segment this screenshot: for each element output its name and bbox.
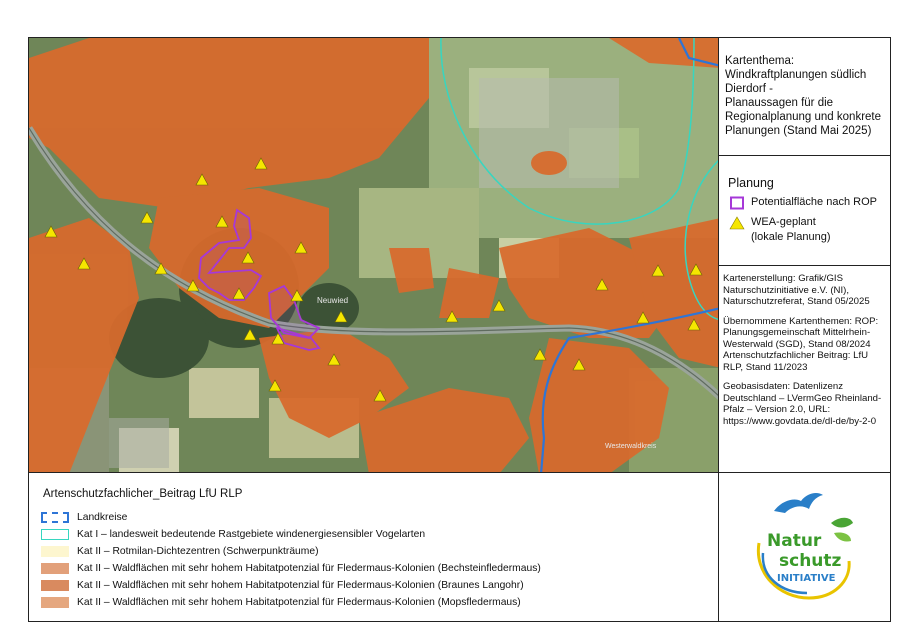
map-theme-panel	[718, 37, 891, 156]
wea-label: WEA-geplant	[751, 216, 816, 228]
legend-label: Kat II – Waldflächen mit sehr hohem Habitatpotenzial für Fledermaus-Kolonien (Braunes Langohr)	[77, 579, 524, 591]
logo-panel	[718, 472, 891, 622]
legend-row-kat1	[41, 527, 425, 541]
logo-line-natur: Natur	[767, 531, 822, 551]
logo-line-initiative: INITIATIVE	[777, 573, 836, 584]
legend-swatch-fill	[41, 580, 69, 591]
legend-label: Kat II – Waldflächen mit sehr hohem Habitatpotenzial für Fledermaus-Kolonien (Mopsfledermaus)	[77, 596, 521, 608]
legend-row-landkreise	[41, 510, 127, 524]
theme-line: Regionalplanung und konkrete	[725, 111, 882, 123]
map-view[interactable]	[28, 37, 720, 473]
credits-panel	[718, 265, 891, 473]
bird-icon	[774, 493, 823, 513]
theme-line: Windkraftplanungen südlich	[725, 69, 867, 81]
legend-label: Kat I – landesweit bedeutende Rastgebiete windenergiesensibler Vogelarten	[77, 528, 426, 540]
wea-sublabel: (lokale Planung)	[751, 231, 831, 243]
legend-title: Artenschutzfachlicher_Beitrag LfU RLP	[43, 488, 243, 500]
credits-creation: Kartenerstellung: Grafik/GIS Naturschutzinitiative e.V. (NI), Naturschutzreferat, Stand 05/2025	[723, 273, 870, 307]
theme-line: Planaussagen für die	[725, 97, 834, 109]
potential-area-symbol	[729, 196, 745, 210]
planning-legend	[718, 155, 891, 266]
legend-swatch-fill	[41, 597, 69, 608]
naturschutz-initiative-logo	[719, 473, 892, 623]
map-theme-text	[725, 54, 885, 138]
place-label-neuwied: Neuwied	[317, 296, 349, 305]
theme-line: Dierdorf -	[725, 83, 773, 95]
place-label-westerwaldkreis: Westerwaldkreis	[605, 443, 657, 450]
leaf-icon	[831, 518, 853, 528]
credits-themes: Übernommene Kartenthemen: ROP: Planungsgemeinschaft Mittelrhein-Westerwald (SGD), Stand 08/2024 Artenschutzfachlicher Beitrag: LfU RLP, Stand 11/2023	[723, 315, 879, 373]
theme-line: Kartenthema:	[725, 55, 795, 67]
legend-row-wea	[729, 216, 831, 243]
credits-geodata: Geobasisdaten: Datenlizenz Deutschland – LVermGeo Rheinland-Pfalz – Version 2.0, URL: https://www.govdata.de/dl-de/by-2-0	[723, 381, 882, 427]
logo-line-schutz: schutz	[779, 551, 842, 571]
legend-row-bechstein	[41, 561, 541, 575]
wea-triangle-icon	[729, 216, 745, 230]
species-legend	[28, 472, 720, 622]
theme-line: Planungen (Stand Mai 2025)	[725, 125, 872, 137]
legend-row-mops	[41, 595, 521, 609]
map-canvas[interactable]	[29, 38, 720, 473]
legend-swatch-dashed	[41, 512, 69, 523]
legend-row-langohr	[41, 578, 524, 592]
legend-swatch-fill	[41, 546, 69, 557]
legend-row-potential	[729, 196, 877, 210]
potential-area-label: Potentialfläche nach ROP	[751, 196, 877, 208]
legend-swatch-outline	[41, 529, 69, 540]
legend-label: Kat II – Waldflächen mit sehr hohem Habitatpotenzial für Fledermaus-Kolonien (Bechsteinfledermaus)	[77, 562, 541, 574]
legend-row-rotmilan	[41, 544, 319, 558]
planning-title: Planung	[728, 176, 774, 190]
legend-label: Landkreise	[77, 511, 128, 523]
legend-swatch-fill	[41, 563, 69, 574]
legend-label: Kat II – Rotmilan-Dichtezentren (Schwerpunkträume)	[77, 545, 319, 557]
